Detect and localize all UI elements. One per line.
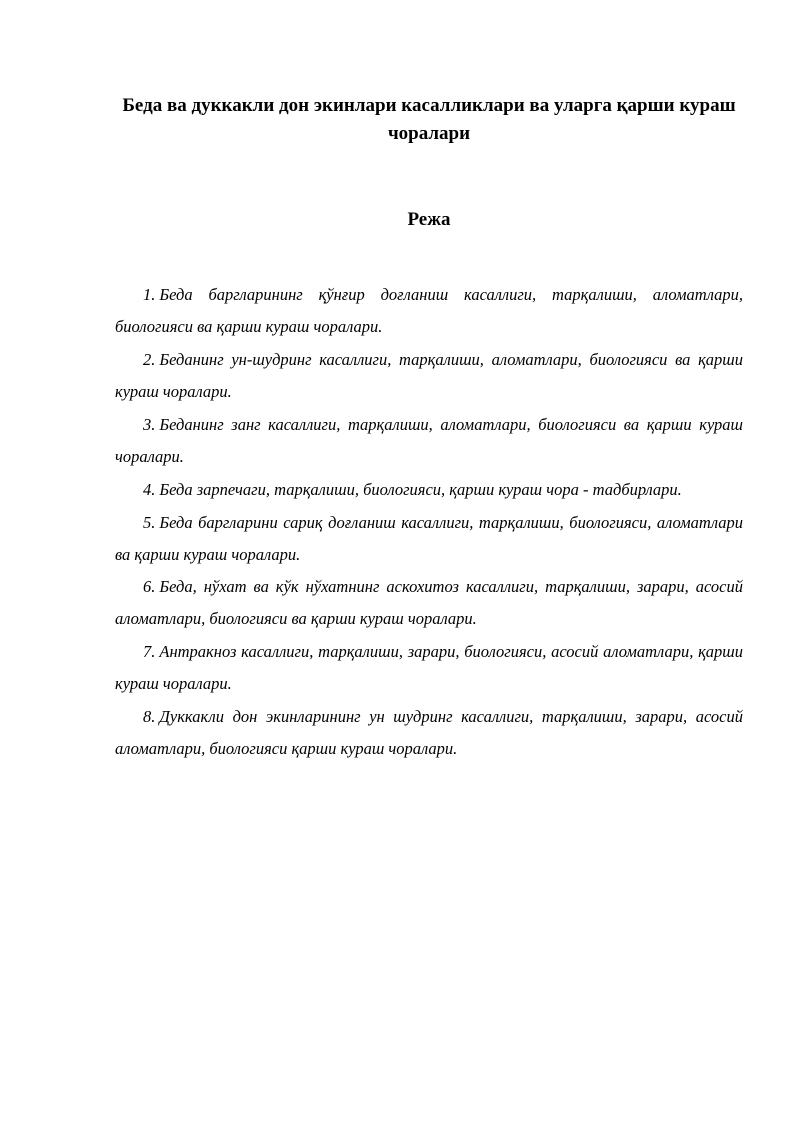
plan-list — [115, 279, 743, 765]
plan-item — [115, 279, 743, 343]
plan-item-number: 2. — [143, 349, 156, 369]
plan-item — [115, 344, 743, 408]
plan-item-text: Беда баргларининг қўнғир доғланиш касаллиги, тарқалиши, аломатлари, биологияси ва қарши кураш чоралари. — [115, 285, 743, 336]
document-page — [115, 92, 743, 766]
plan-item-text: Беданинг ун-шудринг касаллиги, тарқалиши, аломатлари, биологияси ва қарши кураш чоралари. — [115, 349, 743, 401]
plan-item — [115, 507, 743, 571]
plan-item-number: 1. — [143, 285, 156, 304]
plan-item-text: Беда баргларини сариқ доғланиш касаллиги, тарқалиши, биологияси, аломатлари ва қарши кураш чоралари. — [115, 512, 743, 564]
plan-heading: Режа — [407, 209, 451, 230]
plan-item-number: 5. — [143, 512, 156, 532]
plan-item-number: 3. — [143, 414, 156, 434]
plan-item-text: Антракноз касаллиги, тарқалиши, зарари, биологияси, асосий аломатлари, қарши кураш чоралари. — [115, 642, 743, 694]
plan-item-number: 4. — [143, 479, 156, 499]
document-title: Беда ва дуккакли дон экинлари касалликлари ва уларга қарши кураш чоралари — [122, 95, 736, 144]
plan-item-text: Дуккакли дон экинларининг ун шудринг касаллиги, тарқалиши, зарари, асосий аломатлари, биологияси қарши кураш чоралари. — [115, 707, 743, 759]
plan-item — [115, 636, 743, 700]
plan-item-text: Беданинг занг касаллиги, тарқалиши, аломатлари, биологияси ва қарши кураш чоралари. — [115, 414, 743, 466]
plan-item-text: Беда, нўхат ва кўк нўхатнинг аскохитоз касаллиги, тарқалиши, зарари, асосий аломатлари, биологияси ва қарши кураш чоралари. — [115, 577, 743, 629]
plan-item-number: 8. — [143, 707, 156, 727]
plan-item — [115, 474, 743, 506]
plan-item-number: 7. — [143, 642, 156, 662]
plan-item — [115, 701, 743, 765]
plan-item-number: 6. — [143, 577, 156, 597]
plan-item — [115, 409, 743, 473]
plan-item-text: Беда зарпечаги, тарқалиши, биологияси, қарши кураш чора - тадбирлари. — [159, 479, 682, 499]
plan-item — [115, 571, 743, 635]
